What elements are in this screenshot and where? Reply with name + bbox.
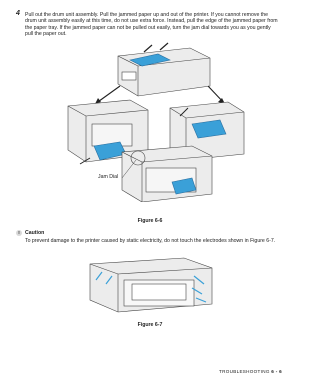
caution-box (16, 230, 278, 245)
footer-page-number: 6 - 6 (271, 369, 282, 374)
jam-dial-callout: Jam Dial (98, 174, 119, 180)
caution-icon: ! (16, 230, 22, 236)
caution-text: To prevent damage to the printer caused by static electricity, do not touch the electrodes shown in Figure 6-7. (25, 238, 276, 245)
printer-top (118, 43, 210, 96)
step-4 (16, 12, 278, 38)
figure-6-7-caption: Figure 6-7 (137, 322, 163, 328)
printer-bottom (122, 146, 212, 202)
page-footer (219, 369, 282, 374)
figure-6-6-caption: Figure 6-6 (137, 218, 163, 224)
step-text: Pull out the drum unit assembly. Pull the jammed paper up and out of the printer. If you cannot remove the drum unit assembly easily at this time, do not use extra force. Instead, pull the edge of the jammed paper from the paper tray. If the jammed paper can not be pulled out easily, turn the jam dial towards you as you gently pull the paper out. (25, 12, 278, 38)
step-number: 4 (16, 10, 20, 17)
caution-title: Caution (25, 230, 45, 236)
caution-heading (16, 230, 278, 236)
figure-6-6-illustration (60, 42, 245, 202)
footer-section: TROUBLESHOOTING (219, 369, 270, 374)
figure-6-7-illustration (84, 254, 219, 316)
